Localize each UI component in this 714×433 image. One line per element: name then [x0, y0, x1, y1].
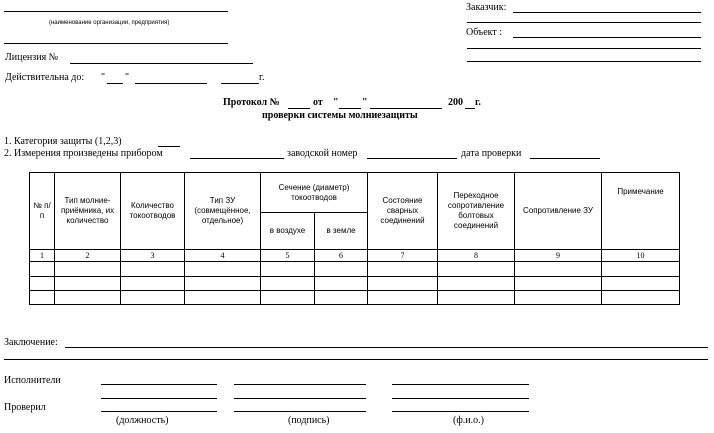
executors-label: Исполнители: [4, 375, 61, 386]
executor-position-line-1[interactable]: [101, 384, 217, 385]
valid-until-label: Действительна до:: [5, 72, 85, 83]
table-row: [30, 277, 680, 291]
header-grounding-type: Тип ЗУ (совмещённое, отдельное): [185, 173, 261, 250]
table-cell[interactable]: [261, 291, 315, 305]
header-cross-section: Сечение (диаметр) токоотводов: [261, 173, 368, 213]
instrument-line[interactable]: [190, 158, 284, 159]
license-label: Лицензия №: [5, 52, 59, 63]
column-number: 7: [368, 250, 438, 262]
protocol-quote-close: ": [362, 97, 368, 108]
protocol-year: 200: [448, 97, 463, 108]
protocol-number-line[interactable]: [288, 108, 310, 109]
table-cell[interactable]: [261, 262, 315, 277]
check-date-label: дата проверки: [461, 148, 522, 159]
table-cell[interactable]: [261, 277, 315, 291]
protection-category-line[interactable]: [158, 146, 180, 147]
column-number: 10: [602, 250, 680, 262]
protocol-month-line[interactable]: [370, 108, 442, 109]
column-number: 2: [55, 250, 121, 262]
table-cell[interactable]: [30, 291, 55, 305]
conclusion-label: Заключение:: [4, 337, 58, 348]
header-weld-condition: Состояние сварных соединений: [368, 173, 438, 250]
executor-signature-line-2[interactable]: [234, 398, 366, 399]
valid-day-line[interactable]: [107, 83, 123, 84]
protection-category-label: 1. Категория защиты (1,2,3): [4, 136, 122, 147]
table-cell[interactable]: [30, 262, 55, 277]
object-line-2[interactable]: [467, 48, 701, 49]
executor-name-line-1[interactable]: [392, 384, 529, 385]
position-caption: (должность): [116, 415, 169, 426]
table-cell[interactable]: [315, 277, 368, 291]
checker-position-line[interactable]: [101, 411, 217, 412]
protocol-year-suffix: г.: [475, 97, 481, 108]
valid-quote-open: ": [101, 72, 106, 83]
protocol-year-line[interactable]: [465, 108, 475, 109]
serial-number-line[interactable]: [367, 158, 457, 159]
table-cell[interactable]: [515, 277, 602, 291]
executor-name-line-2[interactable]: [392, 398, 529, 399]
table-cell[interactable]: [368, 291, 438, 305]
org-name-line[interactable]: [4, 11, 228, 12]
object-label: Объект :: [466, 27, 503, 38]
table-row: [30, 291, 680, 305]
table-cell[interactable]: [121, 291, 185, 305]
table-cell[interactable]: [121, 277, 185, 291]
valid-month-line[interactable]: [135, 83, 207, 84]
org-caption: (наименование организации, предприятия): [49, 20, 170, 26]
serial-number-label: заводской номер: [287, 148, 358, 159]
conclusion-line-2[interactable]: [4, 359, 708, 360]
customer-label: Заказчик:: [466, 2, 507, 13]
checker-name-line[interactable]: [392, 411, 529, 412]
table-cell[interactable]: [368, 277, 438, 291]
valid-quote-close: ": [125, 72, 130, 83]
header-lightning-rod-type: Тип молние-приёмника, их количество: [55, 173, 121, 250]
column-number: 5: [261, 250, 315, 262]
signature-caption: (подпись): [288, 415, 330, 426]
header-in-ground: в земле: [315, 213, 368, 250]
table-cell[interactable]: [55, 291, 121, 305]
table-cell[interactable]: [515, 262, 602, 277]
table-cell[interactable]: [315, 291, 368, 305]
table-cell[interactable]: [602, 277, 680, 291]
table-cell[interactable]: [515, 291, 602, 305]
protocol-quote-open: ": [333, 97, 339, 108]
table-cell[interactable]: [602, 262, 680, 277]
customer-line-2[interactable]: [467, 22, 701, 23]
license-number-line[interactable]: [70, 63, 253, 64]
valid-year-suffix: г.: [259, 72, 265, 83]
table-cell[interactable]: [315, 262, 368, 277]
valid-year-line[interactable]: [221, 83, 259, 84]
executor-position-line-2[interactable]: [101, 398, 217, 399]
table-cell[interactable]: [185, 277, 261, 291]
column-number: 4: [185, 250, 261, 262]
table-cell[interactable]: [438, 262, 515, 277]
table-cell[interactable]: [438, 277, 515, 291]
header-row-number: № п/п: [30, 173, 55, 250]
header-in-air: в воздухе: [261, 213, 315, 250]
header-transition-resistance: Переходное сопротивление болтовых соединений: [438, 173, 515, 250]
object-line-3[interactable]: [467, 61, 701, 62]
column-number: 9: [515, 250, 602, 262]
measurement-table: [29, 172, 680, 305]
table-cell[interactable]: [602, 291, 680, 305]
check-date-line[interactable]: [530, 158, 600, 159]
table-cell[interactable]: [121, 262, 185, 277]
table-cell[interactable]: [55, 262, 121, 277]
table-cell[interactable]: [438, 291, 515, 305]
table-cell[interactable]: [185, 262, 261, 277]
name-caption: (ф.и.о.): [453, 415, 484, 426]
object-line[interactable]: [513, 37, 701, 38]
checker-signature-line[interactable]: [234, 411, 366, 412]
header-grounding-resistance: Сопротивление ЗУ: [515, 173, 602, 250]
conclusion-line[interactable]: [65, 347, 708, 348]
table-cell[interactable]: [30, 277, 55, 291]
executor-signature-line-1[interactable]: [234, 384, 366, 385]
table-cell[interactable]: [55, 277, 121, 291]
protocol-prefix: Протокол №: [223, 97, 280, 108]
header-note: Примечание: [602, 173, 680, 250]
customer-line[interactable]: [513, 12, 701, 13]
table-cell[interactable]: [368, 262, 438, 277]
org-name-line-2[interactable]: [4, 43, 228, 44]
checked-by-label: Проверил: [4, 402, 46, 413]
protocol-from: от: [313, 97, 323, 108]
table-row: [30, 262, 680, 277]
instrument-label: 2. Измерения произведены прибором: [4, 148, 163, 159]
column-number: 6: [315, 250, 368, 262]
column-number: 8: [438, 250, 515, 262]
protocol-day-line[interactable]: [339, 108, 361, 109]
protocol-subtitle: проверки системы молниезащиты: [262, 110, 418, 121]
column-number: 3: [121, 250, 185, 262]
header-down-conductor-count: Количество токоотводов: [121, 173, 185, 250]
column-number: 1: [30, 250, 55, 262]
table-cell[interactable]: [185, 291, 261, 305]
